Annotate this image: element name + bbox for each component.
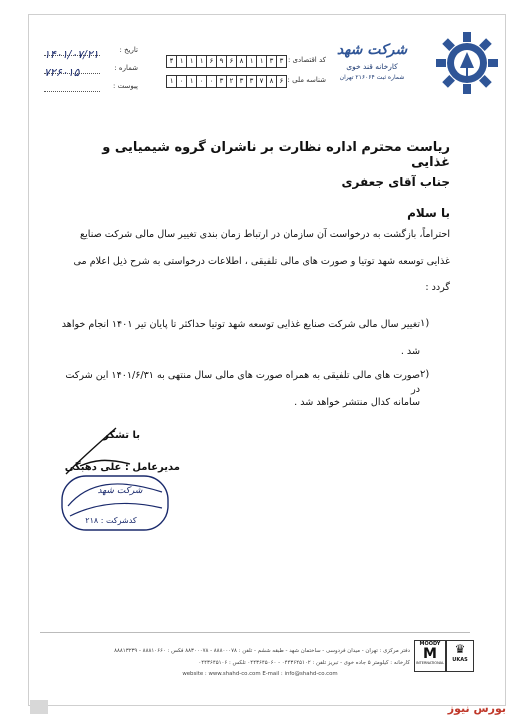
ukas-cert-badge <box>446 640 474 672</box>
economic-code-digit: ۱ <box>197 56 207 67</box>
watermark-brand: بورس نیوز <box>447 702 506 715</box>
number-label: شماره : <box>114 64 138 72</box>
national-id-label: شناسه ملی : <box>287 76 326 84</box>
moody-sub: INTERNATIONAL <box>415 661 445 665</box>
item-1-line-2: شد . <box>400 346 420 357</box>
economic-code-digit: ۱ <box>177 56 187 67</box>
national-id-digit: ۷ <box>257 76 267 87</box>
economic-code-digit: ۱ <box>257 56 267 67</box>
attachment-label: پیوست : <box>113 82 138 90</box>
national-id-digit: ۳ <box>247 76 257 87</box>
date-label: تاریخ : <box>119 46 138 54</box>
item-1-line-1: تغییر سال مالی شرکت صنایع غذایی توسعه شهد توتیا حداکثر تا پایان تیر ۱۴۰۱ انجام خواهد <box>61 319 420 330</box>
national-id-digit: ۱ <box>167 76 177 87</box>
national-id-digit: ۸ <box>267 76 277 87</box>
moody-brand: MOODY <box>419 641 441 647</box>
company-subtitle: کارخانه قند خوی <box>346 62 398 71</box>
footer-address-line: دفتر مرکزی : تهران - میدان فردوسی - ساختمان شهد - طبقه ششم - تلفن : ۸۸۸۰۰۰۷۸ - ۸۸۳۰۰۰۷۸ فکس : ۸۸۸۱۰۶۶۰ - ۸۸۸۱۳۲۳۹ <box>114 648 410 654</box>
economic-code-digit: ۴ <box>167 56 177 67</box>
national-id-digit: ۰ <box>197 76 207 87</box>
footer-web-line: website : www.shahd-co.com E-mail : info@shahd-co.com <box>182 671 338 677</box>
footer-divider <box>40 632 470 633</box>
national-id-digit: ۰ <box>207 76 217 87</box>
number-line <box>44 61 100 79</box>
economic-code-digit: ۱ <box>247 56 257 67</box>
national-id-digit: ۲ <box>227 76 237 87</box>
ukas-brand: UKAS <box>452 657 468 663</box>
economic-code-digit: ۳ <box>279 57 284 65</box>
company-gear-logo-icon <box>434 30 500 96</box>
item-2-number: ۲) <box>420 369 430 380</box>
crown-icon: ♛ <box>454 642 466 656</box>
greeting: با سلام <box>407 206 450 220</box>
number-value: ۷۲۶۰۱۵ <box>44 66 80 79</box>
letter-page <box>28 14 506 706</box>
economic-code-digit: ۹ <box>217 56 227 67</box>
corner-watermark-icon <box>30 700 48 714</box>
company-registration: شماره ثبت ۲۱۶۰۶۴ تهران <box>339 74 405 81</box>
national-id-digit: ۱ <box>187 76 197 87</box>
date-line <box>44 43 100 61</box>
intro-line-2: غذایی توسعه شهد توتیا و صورت های مالی تلفیقی ، اطلاعات درخواستی به شرح ذیل اعلام می <box>73 256 450 267</box>
economic-code-digit: ۱ <box>187 56 197 67</box>
economic-code-digit: ۳ <box>267 56 277 67</box>
item-2-line-1: صورت های مالی تلفیقی به همراه صورت های مالی سال منتهی به ۱۴۰۱/۶/۳۱ این شرکت در <box>65 370 420 395</box>
national-id-digit: ۳ <box>237 76 247 87</box>
economic-code-label: کد اقتصادی : <box>287 56 326 64</box>
closing: با تشکر <box>103 430 140 441</box>
handwritten-signature-icon <box>60 420 140 480</box>
intro-line-3: گردد : <box>425 282 450 293</box>
national-id-digit: ۶ <box>279 77 284 85</box>
stamp-text: شرکت شهد <box>97 486 143 496</box>
recipient-title: ریاست محترم اداره نظارت بر ناشران گروه شیمیایی و غذایی <box>102 140 450 170</box>
footer-factory-line: کارخانه : کیلومتر ۵ جاده خوی - تبریز تلفن : ۰۴۴۳۶۴۵۱۰۲ - ۰۴۴۳۶۴۵۰۶۰ تلکس : ۰۴۴۳۶۴۵۱۰۶ <box>198 660 410 666</box>
item-2-line-2: سامانه کدال منتشر خواهد شد . <box>294 397 420 408</box>
company-name: شرکت شهد <box>336 42 408 58</box>
economic-code-box <box>166 55 287 68</box>
national-id-box <box>166 75 287 88</box>
national-id-digit: ۳ <box>217 76 227 87</box>
moody-logo-icon: M <box>423 646 437 662</box>
national-id-digit: ۰ <box>177 76 187 87</box>
intro-line-1: احتراماً، بازگشت به درخواست آن سازمان در ارتباط زمان بندی تغییر سال مالی شرکت صنایع <box>80 229 450 240</box>
attachment-line <box>44 79 100 92</box>
stamp-code: کدشرکت : ۲۱۸ <box>85 516 137 525</box>
economic-code-digit: ۸ <box>237 56 247 67</box>
date-value: ۱۴۰۱/۰۷/۲۱ <box>44 48 99 61</box>
addressee: جناب آقای جعفری <box>341 175 450 189</box>
economic-code-digit: ۶ <box>207 56 217 67</box>
signatory: مدیرعامل : علی دهبگی <box>64 462 180 473</box>
moody-cert-badge <box>414 640 446 672</box>
item-1-number: ۱) <box>420 318 430 329</box>
economic-code-digit: ۶ <box>227 56 237 67</box>
